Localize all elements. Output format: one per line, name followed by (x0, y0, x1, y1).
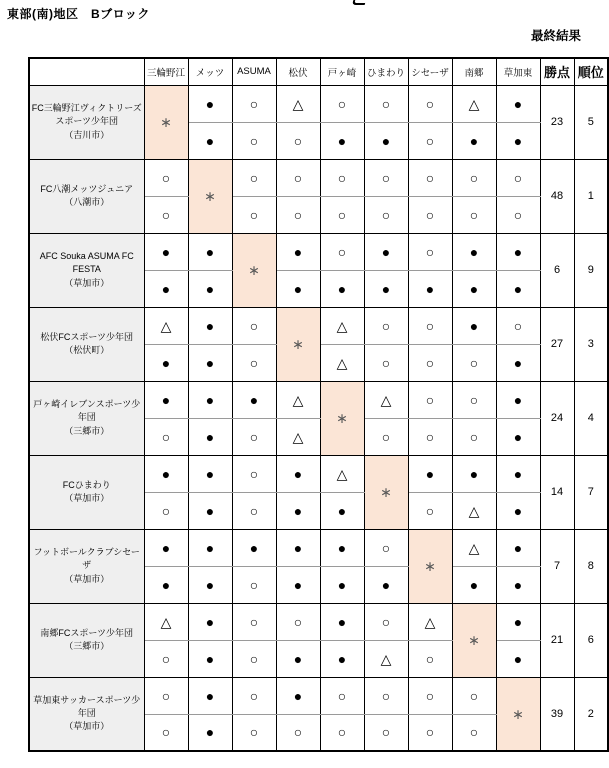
result-cell: ○ (364, 196, 408, 233)
opponent-column-header: 三輪野江 (144, 58, 188, 85)
result-cell: △ (276, 85, 320, 122)
self-match-cell: ∗ (408, 529, 452, 603)
result-cell: ○ (452, 196, 496, 233)
result-cell: ○ (408, 344, 452, 381)
result-cell: △ (320, 344, 364, 381)
result-cell: ● (364, 566, 408, 603)
result-cell: ● (188, 492, 232, 529)
team-row-first-leg (29, 455, 608, 492)
result-cell: ● (276, 529, 320, 566)
clipped-character-fragment (352, 0, 368, 5)
result-cell: ○ (408, 196, 452, 233)
result-cell: ● (496, 233, 540, 270)
result-cell: ○ (320, 233, 364, 270)
team-name-cell (29, 677, 144, 751)
result-cell: ● (452, 270, 496, 307)
rank-value: 6 (574, 603, 608, 677)
result-cell: ● (144, 455, 188, 492)
result-cell: ○ (496, 159, 540, 196)
final-result-label: 最終結果 (530, 29, 581, 43)
team-name-cell (29, 233, 144, 307)
team-name-cell (29, 455, 144, 529)
opponent-column-header: 松伏 (276, 58, 320, 85)
team-name-line: 南郷FCスポーツ少年団 (40, 627, 134, 638)
result-cell: ○ (452, 714, 496, 751)
result-cell: ● (496, 344, 540, 381)
result-cell: ● (320, 603, 364, 640)
result-cell: ○ (496, 307, 540, 344)
summary-column-header: 勝点 (540, 58, 574, 85)
team-name-line: フットボールクラブシセーザ (33, 547, 140, 571)
result-cell: ○ (232, 159, 276, 196)
team-name-line: （松伏町） (64, 345, 110, 355)
result-cell: ○ (320, 714, 364, 751)
result-cell: △ (276, 418, 320, 455)
points-value: 21 (540, 603, 574, 677)
summary-column-header: 順位 (574, 58, 608, 85)
result-cell: ● (452, 455, 496, 492)
result-cell: ● (232, 381, 276, 418)
team-name-line: FCひまわり (62, 479, 111, 490)
result-cell: ● (452, 233, 496, 270)
team-name-cell (29, 529, 144, 603)
result-cell: ● (188, 418, 232, 455)
team-name-line: （草加市） (64, 721, 110, 732)
opponent-column-header: 戸ヶ崎 (320, 58, 364, 85)
rank-value: 2 (574, 677, 608, 751)
result-cell: ○ (144, 714, 188, 751)
result-cell: ● (452, 122, 496, 159)
result-cell: ○ (276, 122, 320, 159)
result-cell: ● (276, 640, 320, 677)
team-name-line: （草加市） (64, 573, 110, 584)
result-cell: ● (320, 492, 364, 529)
result-cell: ○ (144, 640, 188, 677)
result-cell: ● (188, 85, 232, 122)
result-cell: ● (144, 381, 188, 418)
result-cell: ○ (364, 603, 408, 640)
result-cell: ● (276, 233, 320, 270)
result-cell: ○ (408, 122, 452, 159)
team-name-line: （吉川市） (64, 129, 110, 140)
result-cell: ○ (320, 196, 364, 233)
team-name-cell (29, 603, 144, 677)
result-cell: ○ (452, 418, 496, 455)
result-cell: ○ (320, 159, 364, 196)
result-cell: ○ (364, 418, 408, 455)
result-cell: ○ (364, 85, 408, 122)
result-cell: ● (276, 455, 320, 492)
result-cell: ○ (232, 492, 276, 529)
opponent-column-header: 南郷 (452, 58, 496, 85)
result-cell: ○ (364, 159, 408, 196)
result-cell: ○ (364, 714, 408, 751)
points-value: 39 (540, 677, 574, 751)
team-name-line: （三郷市） (64, 641, 110, 651)
result-cell: ● (496, 381, 540, 418)
result-cell: ○ (408, 381, 452, 418)
points-value: 48 (540, 159, 574, 233)
team-name-cell (29, 307, 144, 381)
team-row-first-leg (29, 85, 608, 122)
result-cell: ● (320, 122, 364, 159)
result-cell: ● (408, 270, 452, 307)
result-cell: ● (452, 307, 496, 344)
result-cell: ○ (232, 418, 276, 455)
team-name-line: スポーツ少年団 (55, 116, 119, 127)
self-match-cell: ∗ (364, 455, 408, 529)
result-cell: ○ (408, 159, 452, 196)
team-row-first-leg (29, 159, 608, 196)
team-name-line: 松伏FCスポーツ少年団 (40, 331, 134, 342)
result-cell: ○ (452, 159, 496, 196)
result-cell: ● (496, 566, 540, 603)
result-cell: ○ (364, 344, 408, 381)
result-cell: ● (188, 529, 232, 566)
result-cell: ● (276, 492, 320, 529)
result-cell: ○ (144, 196, 188, 233)
result-cell: ● (188, 455, 232, 492)
result-cell: ● (276, 677, 320, 714)
points-value: 14 (540, 455, 574, 529)
result-cell: ○ (232, 122, 276, 159)
team-name-line: 戸ヶ崎イレブンスポーツ少年団 (33, 399, 141, 423)
result-cell: ● (496, 270, 540, 307)
result-cell: △ (276, 381, 320, 418)
result-cell: ● (364, 270, 408, 307)
result-cell: ● (496, 640, 540, 677)
result-cell: ○ (232, 566, 276, 603)
result-cell: △ (364, 640, 408, 677)
rank-value: 7 (574, 455, 608, 529)
result-cell: ○ (320, 85, 364, 122)
self-match-cell: ∗ (452, 603, 496, 677)
self-match-cell: ∗ (496, 677, 540, 751)
rank-value: 8 (574, 529, 608, 603)
team-row-first-leg (29, 381, 608, 418)
result-cell: ○ (364, 677, 408, 714)
result-cell: ● (496, 603, 540, 640)
result-cell: ● (188, 344, 232, 381)
result-cell: △ (144, 603, 188, 640)
result-cell: ○ (276, 196, 320, 233)
result-cell: ● (188, 603, 232, 640)
team-name-line: （草加市） (64, 493, 110, 503)
opponent-column-header: メッツ (188, 58, 232, 85)
result-cell: ● (364, 233, 408, 270)
rank-value: 3 (574, 307, 608, 381)
points-value: 27 (540, 307, 574, 381)
result-cell: ○ (496, 196, 540, 233)
points-value: 7 (540, 529, 574, 603)
result-cell: ● (188, 233, 232, 270)
result-cell: △ (452, 492, 496, 529)
team-name-line: （三郷市） (64, 425, 110, 436)
result-cell: △ (452, 529, 496, 566)
result-cell: ○ (232, 455, 276, 492)
opponent-column-header: ASUMA (232, 58, 276, 85)
result-cell: ● (144, 344, 188, 381)
result-cell: ● (188, 122, 232, 159)
result-cell: ● (496, 492, 540, 529)
opponent-column-header: ひまわり (364, 58, 408, 85)
result-cell: ○ (408, 233, 452, 270)
result-cell: ● (232, 529, 276, 566)
self-match-cell: ∗ (232, 233, 276, 307)
result-cell: ○ (408, 492, 452, 529)
result-cell: ○ (276, 159, 320, 196)
result-cell: ○ (144, 677, 188, 714)
results-table (28, 57, 609, 752)
team-name-cell (29, 381, 144, 455)
result-cell: ○ (232, 603, 276, 640)
team-name-line: FC八潮メッツジュニア (40, 183, 134, 194)
team-name-line: AFC Souka ASUMA FC FESTA (39, 251, 134, 275)
result-cell: ○ (232, 640, 276, 677)
team-row-first-leg (29, 233, 608, 270)
result-cell: ○ (232, 344, 276, 381)
result-cell: ● (496, 529, 540, 566)
corner-header-cell (29, 58, 144, 85)
result-cell: ○ (232, 196, 276, 233)
result-cell: ○ (232, 677, 276, 714)
result-cell: ● (188, 307, 232, 344)
team-name-line: FC三輪野江ヴィクトリーズ (31, 103, 142, 114)
opponent-column-header: 草加東 (496, 58, 540, 85)
self-match-cell: ∗ (276, 307, 320, 381)
rank-value: 1 (574, 159, 608, 233)
result-cell: ● (320, 640, 364, 677)
result-cell: ● (188, 566, 232, 603)
team-row-first-leg (29, 677, 608, 714)
results-body (29, 85, 608, 751)
result-cell: ○ (144, 418, 188, 455)
result-cell: ● (320, 529, 364, 566)
result-cell: ● (496, 85, 540, 122)
result-cell: △ (364, 381, 408, 418)
result-cell: ● (320, 566, 364, 603)
team-name-cell (29, 159, 144, 233)
result-cell: ● (188, 381, 232, 418)
result-cell: ● (320, 270, 364, 307)
result-cell: ● (144, 233, 188, 270)
result-cell: ○ (408, 85, 452, 122)
points-value: 6 (540, 233, 574, 307)
points-value: 23 (540, 85, 574, 159)
team-row-first-leg (29, 603, 608, 640)
result-cell: ○ (408, 714, 452, 751)
header-row (29, 58, 608, 85)
team-name-cell (29, 85, 144, 159)
self-match-cell: ∗ (144, 85, 188, 159)
result-cell: ○ (452, 344, 496, 381)
team-row-first-leg (29, 307, 608, 344)
team-name-line: （草加市） (64, 277, 110, 288)
result-cell: ○ (408, 677, 452, 714)
result-cell: ● (188, 677, 232, 714)
result-cell: ● (408, 455, 452, 492)
rank-value: 9 (574, 233, 608, 307)
team-name-line: 草加東サッカースポーツ少年団 (33, 695, 141, 719)
result-cell: ○ (364, 529, 408, 566)
team-row-first-leg (29, 529, 608, 566)
self-match-cell: ∗ (320, 381, 364, 455)
result-cell: ○ (408, 640, 452, 677)
rank-value: 4 (574, 381, 608, 455)
result-cell: ● (276, 566, 320, 603)
result-cell: △ (320, 455, 364, 492)
result-cell: ○ (408, 307, 452, 344)
result-cell: ○ (276, 603, 320, 640)
result-cell: ● (496, 122, 540, 159)
result-cell: ○ (232, 714, 276, 751)
result-cell: ● (144, 566, 188, 603)
result-cell: ● (496, 455, 540, 492)
result-cell: ● (144, 529, 188, 566)
self-match-cell: ∗ (188, 159, 232, 233)
result-cell: △ (408, 603, 452, 640)
result-cell: ● (496, 418, 540, 455)
result-cell: △ (320, 307, 364, 344)
result-cell: ● (276, 270, 320, 307)
result-cell: ○ (232, 307, 276, 344)
result-cell: ● (188, 270, 232, 307)
result-cell: △ (452, 85, 496, 122)
result-cell: ○ (452, 677, 496, 714)
result-cell: ● (452, 566, 496, 603)
result-cell: ● (144, 270, 188, 307)
rank-value: 5 (574, 85, 608, 159)
team-name-line: （八潮市） (64, 197, 110, 207)
result-cell: ● (364, 122, 408, 159)
result-cell: ● (188, 640, 232, 677)
page-title: 東部(南)地区 Bブロック (7, 7, 150, 21)
result-cell: ○ (144, 159, 188, 196)
opponent-column-header: シセーザ (408, 58, 452, 85)
result-cell: △ (144, 307, 188, 344)
result-cell: ○ (452, 381, 496, 418)
result-cell: ○ (320, 677, 364, 714)
result-cell: ○ (408, 418, 452, 455)
result-cell: ○ (276, 714, 320, 751)
result-cell: ● (188, 714, 232, 751)
result-cell: ○ (232, 85, 276, 122)
result-cell: ○ (364, 307, 408, 344)
points-value: 24 (540, 381, 574, 455)
result-cell: ○ (144, 492, 188, 529)
